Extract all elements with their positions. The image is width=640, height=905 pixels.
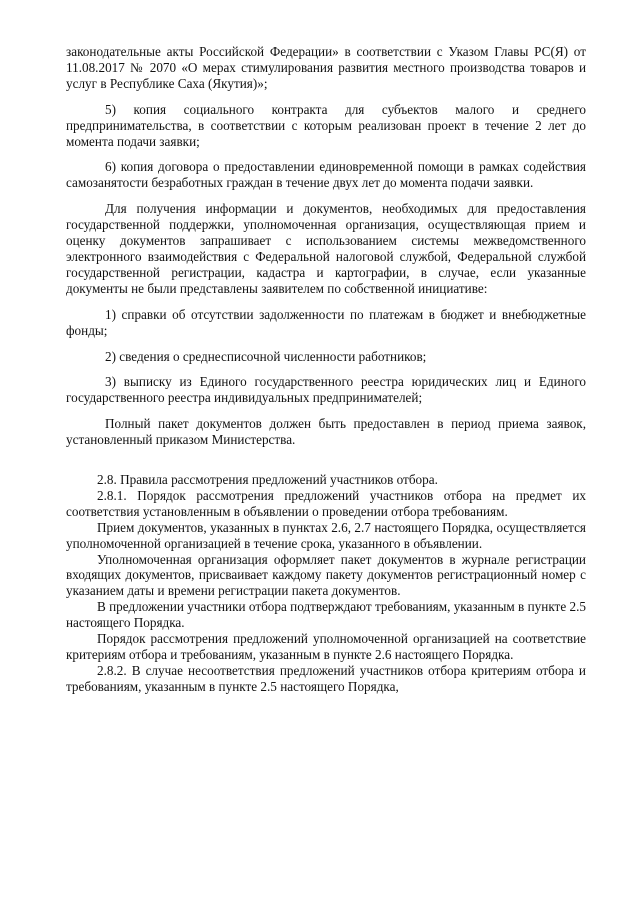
list-item-1-debt-certificates: 1) справки об отсутствии задолженности по платежам в бюджет и внебюджетные фонды; bbox=[66, 306, 586, 338]
paragraph-decree-reference: законодательные акты Российской Федерации» в соответствии с Указом Главы РС(Я) от 11.08.2017 № 2070 «О мерах стимулирования развития местного производства товаров и услуг в Республике Саха (Якутия)»; bbox=[66, 44, 586, 91]
list-item-5-social-contract: 5) копия социального контракта для субъектов малого и среднего предпринимательства, в соответствии с которым реализован проект в течение 2 лет до момента подачи заявки; bbox=[66, 101, 586, 149]
paragraph-registration-journal: Уполномоченная организация оформляет пакет документов в журнале регистрации входящих документов, присваивает каждому пакету документов регистрационный номер с указанием даты и времени регистрации пакета документов. bbox=[66, 551, 586, 599]
paragraph-full-package: Полный пакет документов должен быть предоставлен в период приема заявок, установленный приказом Министерства. bbox=[66, 416, 586, 448]
paragraph-document-intake: Прием документов, указанных в пунктах 2.6, 2.7 настоящего Порядка, осуществляется уполномоченной организацией в течение срока, указанного в объявлении. bbox=[66, 519, 586, 551]
paragraph-participant-confirmation: В предложении участники отбора подтверждают требованиям, указанным в пункте 2.5 настоящего Порядка. bbox=[66, 599, 586, 631]
paragraph-review-procedure: Порядок рассмотрения предложений уполномоченной организацией на соответствие критериям отбора и требованиям, указанным в пункте 2.6 настоящего Порядка. bbox=[66, 631, 586, 662]
paragraph-interagency-request: Для получения информации и документов, необходимых для предоставления государственной поддержки, уполномоченная организация, осуществляющая прием и оценку документов запрашивает с использованием системы межведомственного электронного взаимодействия с Федеральной налоговой службой, Федеральной службой государственной регистрации, кадастра и картографии, в случае, если указанные документы не были представлены заявителем по собственной инициативе: bbox=[66, 201, 586, 296]
section-heading-2-8: 2.8. Правила рассмотрения предложений участников отбора. bbox=[97, 472, 438, 488]
list-item-3-registry-extract: 3) выписку из Единого государственного реестра юридических лиц и Единого государственного реестра индивидуальных предпринимателей; bbox=[66, 374, 586, 406]
paragraph-2-8-2: 2.8.2. В случае несоответствия предложений участников отбора критериям отбора и требованиям, указанным в пункте 2.5 настоящего Порядка, bbox=[66, 662, 586, 694]
document-page bbox=[66, 44, 586, 695]
list-item-2-headcount: 2) сведения о среднесписочной численности работников; bbox=[105, 348, 427, 364]
list-item-6-self-employment: 6) копия договора о предоставлении единовременной помощи в рамках содействия самозанятости безработных граждан в течение двух лет до момента подачи заявки. bbox=[66, 159, 586, 191]
paragraph-2-8-1: 2.8.1. Порядок рассмотрения предложений участников отбора на предмет их соответствия установленным в объявлении о проведении отбора требованиям. bbox=[66, 487, 586, 519]
